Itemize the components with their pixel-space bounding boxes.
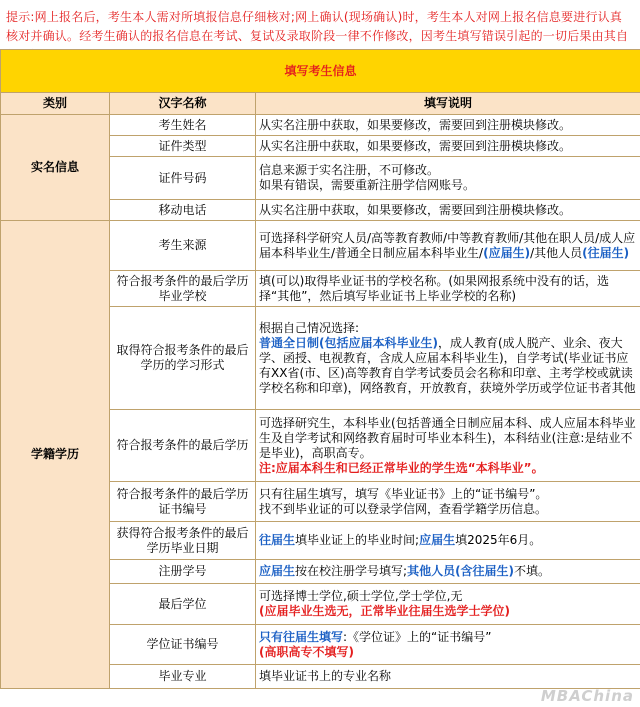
field-name: 考生姓名 [110, 115, 256, 136]
header-name: 汉字名称 [110, 93, 256, 115]
table-header [1, 93, 640, 115]
field-name: 证件类型 [110, 136, 256, 157]
field-name: 符合报考条件的最后学历毕业学校 [110, 271, 256, 307]
notice-text: 提示:网上报名后，考生本人需对所填报信息仔细核对;网上确认(现场确认)时，考生本人对网上报名信息要进行认真核对并确认。经考生确认的报名信息在考试、复试及录取阶段一律不作修改，因考生填写错误引起的一切后果由其自 [6, 10, 629, 43]
field-desc [256, 522, 640, 560]
field-desc [256, 560, 640, 584]
field-name: 符合报考条件的最后学历证书编号 [110, 482, 256, 522]
candidate-info-table [0, 49, 640, 689]
desc-text: 普通全日制应届本科毕业生/ [335, 245, 484, 260]
desc-line: 根据自己情况选择: [259, 320, 360, 335]
highlight-text: 往届生 [259, 533, 296, 547]
desc-text: /其他人员 [530, 245, 583, 260]
field-desc: 从实名注册中获取，如果要修改，需要回到注册模块修改。 [256, 115, 640, 136]
field-name: 注册学号 [110, 560, 256, 584]
highlight-text: 应届生 [419, 533, 456, 547]
desc-line: 找不到毕业证的可以登录学信网，查看学籍学历信息。 [259, 501, 548, 516]
field-desc [256, 584, 640, 625]
desc-text: 不填。 [514, 564, 551, 578]
field-desc: 从实名注册中获取，如果要修改，需要回到注册模块修改。 [256, 136, 640, 157]
field-desc [256, 157, 640, 200]
field-name: 最后学位 [110, 584, 256, 625]
field-name: 取得符合报考条件的最后学历的学习形式 [110, 307, 256, 410]
desc-text: :《学位证》上的“证书编号” [343, 629, 492, 644]
field-name: 考生来源 [110, 221, 256, 271]
field-desc [256, 625, 640, 665]
field-desc [256, 221, 640, 271]
field-name: 移动电话 [110, 200, 256, 221]
table-row [1, 115, 640, 136]
field-name: 符合报考条件的最后学历 [110, 410, 256, 482]
watermark-logo: MBAChina [540, 687, 634, 705]
highlight-text: 注:应届本科生和已经正常毕业的学生选“本科毕业”。 [259, 460, 544, 475]
highlight-text: (往届生) [582, 245, 630, 260]
table-row [1, 221, 640, 271]
highlight-text: (应届毕业生选无，正常毕业往届生选学士学位) [259, 604, 510, 618]
desc-line: 如果有错误，需要重新注册学信网账号。 [259, 178, 476, 192]
field-desc [256, 410, 640, 482]
header-category: 类别 [1, 93, 110, 115]
field-name: 获得符合报考条件的最后学历毕业日期 [110, 522, 256, 560]
field-desc [256, 482, 640, 522]
desc-line: 可选择博士学位,硕士学位,学士学位,无 [259, 589, 463, 603]
field-desc: 填毕业证书上的专业名称 [256, 665, 640, 689]
highlight-text: 应届生 [259, 564, 296, 578]
field-name: 证件号码 [110, 157, 256, 200]
category-education: 学籍学历 [1, 221, 110, 689]
highlight-text: 普通全日制(包括应届本科毕业生) [259, 335, 438, 350]
desc-text: 填毕业证上的毕业时间; [295, 533, 420, 547]
field-name: 毕业专业 [110, 665, 256, 689]
field-name: 学位证书编号 [110, 625, 256, 665]
desc-text: 可选择科学研究人员/高等教育教师/中等教育教师/其他在职人员/成人应届本科毕业生/ [259, 230, 636, 260]
field-desc: 从实名注册中获取，如果要修改，需要回到注册模块修改。 [256, 200, 640, 221]
field-desc: 填(可以)取得毕业证书的学校名称。(如果网报系统中没有的话，选择“其他”，然后填写毕业证书上毕业学校的名称) [256, 271, 640, 307]
highlight-text: (高职高专不填写) [259, 644, 354, 659]
desc-line: 信息来源于实名注册，不可修改。 [259, 163, 440, 177]
desc-line [259, 630, 637, 645]
category-real-name: 实名信息 [1, 115, 110, 221]
field-desc [256, 307, 640, 410]
desc-text: 填2025年6月。 [455, 533, 542, 547]
desc-text: 按在校注册学号填写; [295, 564, 408, 578]
desc-text: ，成人教育(成人脱产、业余、夜大学、函授、电视教育，含成人应届本科毕业生)，自学考试(毕业证书应有XX省(市、区)高等教育自学考试委员会名称和印章、主考学校或就读学校名称和印章)，网络教育，开放教育，获境外学历或学位证书者其他 [259, 335, 636, 395]
desc-line: 只有往届生填写，填写《毕业证书》上的“证书编号”。 [259, 486, 548, 501]
table-title: 填写考生信息 [1, 50, 640, 93]
highlight-text: 只有往届生填写 [259, 629, 344, 644]
desc-line: 可选择研究生，本科毕业(包括普通全日制应届本科、成人应届本科毕业生及自学考试和网络教育届时可毕业本科生)，本科结业(注意:是结业不是毕业)，高职高专。 [259, 415, 636, 460]
highlight-text: 其他人员(含往届生) [407, 564, 515, 578]
highlight-text: (应届生) [483, 245, 531, 260]
header-desc: 填写说明 [256, 93, 640, 115]
